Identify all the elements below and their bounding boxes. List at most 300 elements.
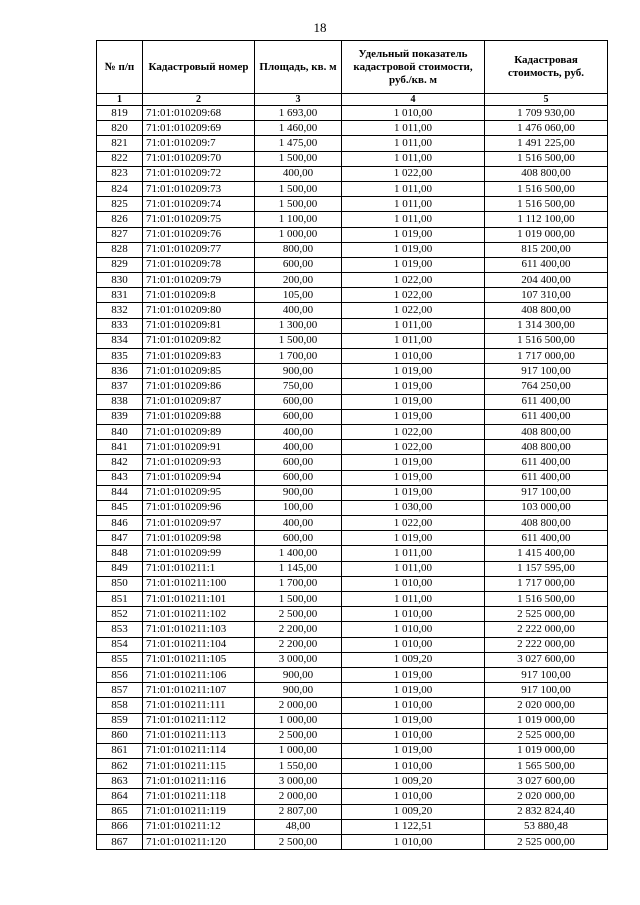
cadastral-number-cell: 71:01:010209:70: [143, 151, 255, 166]
header-specific-cost: Удельный показатель кадастровой стоимости, руб./кв. м: [342, 41, 485, 94]
row-number-cell: 846: [97, 516, 143, 531]
specific-cost-cell: 1 019,00: [342, 455, 485, 470]
specific-cost-cell: 1 019,00: [342, 242, 485, 257]
row-number-cell: 834: [97, 333, 143, 348]
cadastral-cost-cell: 1 516 500,00: [485, 592, 608, 607]
specific-cost-cell: 1 019,00: [342, 485, 485, 500]
table-header-row: [97, 41, 608, 94]
specific-cost-cell: 1 011,00: [342, 181, 485, 196]
table-row: [97, 759, 608, 774]
table-row: [97, 592, 608, 607]
cadastral-cost-cell: 764 250,00: [485, 379, 608, 394]
table-row: [97, 440, 608, 455]
area-cell: 1 000,00: [255, 743, 342, 758]
row-number-cell: 828: [97, 242, 143, 257]
cadastral-number-cell: 71:01:010209:8: [143, 288, 255, 303]
table-row: [97, 637, 608, 652]
specific-cost-cell: 1 022,00: [342, 273, 485, 288]
cadastral-cost-cell: 1 019 000,00: [485, 227, 608, 242]
cadastral-number-cell: 71:01:010211:100: [143, 576, 255, 591]
cadastral-number-cell: 71:01:010209:99: [143, 546, 255, 561]
cadastral-cost-cell: 1 717 000,00: [485, 349, 608, 364]
row-number-cell: 850: [97, 576, 143, 591]
cadastral-cost-cell: 2 525 000,00: [485, 607, 608, 622]
area-cell: 1 460,00: [255, 121, 342, 136]
cadastral-number-cell: 71:01:010209:73: [143, 181, 255, 196]
cadastral-cost-cell: 611 400,00: [485, 470, 608, 485]
cadastral-cost-cell: 2 222 000,00: [485, 622, 608, 637]
table-row: [97, 197, 608, 212]
area-cell: 400,00: [255, 166, 342, 181]
row-number-cell: 829: [97, 257, 143, 272]
table-row: [97, 546, 608, 561]
column-index: 2: [143, 94, 255, 106]
table-row: [97, 227, 608, 242]
row-number-cell: 854: [97, 637, 143, 652]
table-row: [97, 181, 608, 196]
area-cell: 900,00: [255, 364, 342, 379]
cadastral-number-cell: 71:01:010211:12: [143, 819, 255, 834]
row-number-cell: 848: [97, 546, 143, 561]
column-index: 1: [97, 94, 143, 106]
row-number-cell: 867: [97, 835, 143, 850]
cadastral-number-cell: 71:01:010209:87: [143, 394, 255, 409]
cadastral-cost-cell: 3 027 600,00: [485, 652, 608, 667]
cadastral-number-cell: 71:01:010209:68: [143, 106, 255, 121]
cadastral-cost-cell: 204 400,00: [485, 273, 608, 288]
cadastral-cost-cell: 53 880,48: [485, 819, 608, 834]
specific-cost-cell: 1 019,00: [342, 713, 485, 728]
cadastral-number-cell: 71:01:010209:72: [143, 166, 255, 181]
specific-cost-cell: 1 011,00: [342, 197, 485, 212]
specific-cost-cell: 1 011,00: [342, 121, 485, 136]
table-column-index-row: [97, 94, 608, 106]
cadastral-cost-cell: 1 717 000,00: [485, 576, 608, 591]
cadastral-number-cell: 71:01:010211:107: [143, 683, 255, 698]
table-row: [97, 683, 608, 698]
cadastral-number-cell: 71:01:010209:7: [143, 136, 255, 151]
cadastral-cost-cell: 917 100,00: [485, 364, 608, 379]
cadastral-cost-cell: 1 314 300,00: [485, 318, 608, 333]
cadastral-cost-cell: 611 400,00: [485, 531, 608, 546]
table-row: [97, 789, 608, 804]
specific-cost-cell: 1 011,00: [342, 592, 485, 607]
area-cell: 400,00: [255, 303, 342, 318]
cadastral-number-cell: 71:01:010211:120: [143, 835, 255, 850]
cadastral-cost-cell: 1 709 930,00: [485, 106, 608, 121]
specific-cost-cell: 1 022,00: [342, 166, 485, 181]
cadastral-cost-cell: 1 415 400,00: [485, 546, 608, 561]
specific-cost-cell: 1 019,00: [342, 227, 485, 242]
table-row: [97, 667, 608, 682]
cadastral-number-cell: 71:01:010209:74: [143, 197, 255, 212]
row-number-cell: 865: [97, 804, 143, 819]
area-cell: 1 700,00: [255, 349, 342, 364]
specific-cost-cell: 1 011,00: [342, 561, 485, 576]
specific-cost-cell: 1 019,00: [342, 257, 485, 272]
cadastral-cost-cell: 408 800,00: [485, 303, 608, 318]
cadastral-number-cell: 71:01:010209:96: [143, 500, 255, 515]
specific-cost-cell: 1 019,00: [342, 683, 485, 698]
row-number-cell: 820: [97, 121, 143, 136]
area-cell: 2 500,00: [255, 835, 342, 850]
area-cell: 400,00: [255, 440, 342, 455]
area-cell: 900,00: [255, 683, 342, 698]
table-row: [97, 576, 608, 591]
area-cell: 600,00: [255, 531, 342, 546]
cadastral-cost-cell: 1 516 500,00: [485, 151, 608, 166]
area-cell: 1 300,00: [255, 318, 342, 333]
cadastral-cost-cell: 1 491 225,00: [485, 136, 608, 151]
specific-cost-cell: 1 011,00: [342, 333, 485, 348]
cadastral-cost-cell: 1 516 500,00: [485, 181, 608, 196]
row-number-cell: 840: [97, 424, 143, 439]
specific-cost-cell: 1 011,00: [342, 546, 485, 561]
area-cell: 48,00: [255, 819, 342, 834]
cadastral-cost-cell: 1 019 000,00: [485, 713, 608, 728]
row-number-cell: 855: [97, 652, 143, 667]
page-number: 18: [313, 20, 327, 35]
table-row: [97, 698, 608, 713]
area-cell: 750,00: [255, 379, 342, 394]
row-number-cell: 841: [97, 440, 143, 455]
area-cell: 1 500,00: [255, 181, 342, 196]
cadastral-number-cell: 71:01:010211:111: [143, 698, 255, 713]
row-number-cell: 847: [97, 531, 143, 546]
area-cell: 1 700,00: [255, 576, 342, 591]
area-cell: 600,00: [255, 455, 342, 470]
area-cell: 1 500,00: [255, 197, 342, 212]
table-row: [97, 106, 608, 121]
area-cell: 1 100,00: [255, 212, 342, 227]
cadastral-cost-cell: 1 476 060,00: [485, 121, 608, 136]
cadastral-number-cell: 71:01:010211:116: [143, 774, 255, 789]
specific-cost-cell: 1 010,00: [342, 576, 485, 591]
specific-cost-cell: 1 019,00: [342, 667, 485, 682]
table-row: [97, 424, 608, 439]
area-cell: 800,00: [255, 242, 342, 257]
cadastral-cost-cell: 408 800,00: [485, 424, 608, 439]
cadastral-cost-cell: 1 019 000,00: [485, 743, 608, 758]
area-cell: 1 550,00: [255, 759, 342, 774]
table-row: [97, 394, 608, 409]
cadastral-number-cell: 71:01:010209:86: [143, 379, 255, 394]
specific-cost-cell: 1 010,00: [342, 759, 485, 774]
area-cell: 1 475,00: [255, 136, 342, 151]
row-number-cell: 830: [97, 273, 143, 288]
specific-cost-cell: 1 009,20: [342, 774, 485, 789]
cadastral-number-cell: 71:01:010209:77: [143, 242, 255, 257]
cadastral-number-cell: 71:01:010211:112: [143, 713, 255, 728]
table-row: [97, 743, 608, 758]
cadastral-cost-cell: 1 565 500,00: [485, 759, 608, 774]
cadastral-number-cell: 71:01:010209:75: [143, 212, 255, 227]
table-row: [97, 409, 608, 424]
row-number-cell: 822: [97, 151, 143, 166]
table-row: [97, 318, 608, 333]
cadastral-number-cell: 71:01:010209:80: [143, 303, 255, 318]
row-number-cell: 866: [97, 819, 143, 834]
cadastral-number-cell: 71:01:010211:118: [143, 789, 255, 804]
cadastral-number-cell: 71:01:010211:105: [143, 652, 255, 667]
table-row: [97, 257, 608, 272]
area-cell: 900,00: [255, 667, 342, 682]
cadastral-number-cell: 71:01:010211:101: [143, 592, 255, 607]
cadastral-cost-cell: 917 100,00: [485, 667, 608, 682]
cadastral-number-cell: 71:01:010209:89: [143, 424, 255, 439]
cadastral-number-cell: 71:01:010211:113: [143, 728, 255, 743]
row-number-cell: 833: [97, 318, 143, 333]
cadastral-cost-cell: 2 525 000,00: [485, 835, 608, 850]
cadastral-number-cell: 71:01:010211:104: [143, 637, 255, 652]
specific-cost-cell: 1 022,00: [342, 303, 485, 318]
specific-cost-cell: 1 009,20: [342, 804, 485, 819]
table-row: [97, 470, 608, 485]
cadastral-cost-cell: 815 200,00: [485, 242, 608, 257]
cadastral-number-cell: 71:01:010209:88: [143, 409, 255, 424]
cadastral-cost-cell: 611 400,00: [485, 455, 608, 470]
table-row: [97, 242, 608, 257]
area-cell: 1 500,00: [255, 151, 342, 166]
row-number-cell: 849: [97, 561, 143, 576]
row-number-cell: 836: [97, 364, 143, 379]
specific-cost-cell: 1 022,00: [342, 516, 485, 531]
cadastral-cost-cell: 2 525 000,00: [485, 728, 608, 743]
cadastral-value-table: [96, 40, 608, 850]
row-number-cell: 823: [97, 166, 143, 181]
row-number-cell: 858: [97, 698, 143, 713]
cadastral-cost-cell: 2 222 000,00: [485, 637, 608, 652]
table-row: [97, 531, 608, 546]
table-row: [97, 652, 608, 667]
table-row: [97, 166, 608, 181]
row-number-cell: 842: [97, 455, 143, 470]
specific-cost-cell: 1 019,00: [342, 531, 485, 546]
table-row: [97, 516, 608, 531]
table-row: [97, 288, 608, 303]
area-cell: 1 400,00: [255, 546, 342, 561]
table-row: [97, 774, 608, 789]
cadastral-number-cell: 71:01:010209:91: [143, 440, 255, 455]
specific-cost-cell: 1 030,00: [342, 500, 485, 515]
cadastral-number-cell: 71:01:010209:93: [143, 455, 255, 470]
row-number-cell: 832: [97, 303, 143, 318]
area-cell: 100,00: [255, 500, 342, 515]
column-index: 3: [255, 94, 342, 106]
row-number-cell: 863: [97, 774, 143, 789]
table-row: [97, 622, 608, 637]
specific-cost-cell: 1 011,00: [342, 151, 485, 166]
table-row: [97, 151, 608, 166]
cadastral-number-cell: 71:01:010209:76: [143, 227, 255, 242]
specific-cost-cell: 1 010,00: [342, 728, 485, 743]
table-row: [97, 819, 608, 834]
row-number-cell: 837: [97, 379, 143, 394]
cadastral-cost-cell: 1 516 500,00: [485, 333, 608, 348]
table-row: [97, 349, 608, 364]
cadastral-number-cell: 71:01:010211:102: [143, 607, 255, 622]
row-number-cell: 821: [97, 136, 143, 151]
specific-cost-cell: 1 019,00: [342, 409, 485, 424]
row-number-cell: 825: [97, 197, 143, 212]
area-cell: 600,00: [255, 409, 342, 424]
table-row: [97, 728, 608, 743]
table-row: [97, 835, 608, 850]
area-cell: 2 500,00: [255, 728, 342, 743]
cadastral-cost-cell: 1 157 595,00: [485, 561, 608, 576]
area-cell: 2 200,00: [255, 637, 342, 652]
specific-cost-cell: 1 010,00: [342, 607, 485, 622]
table-row: [97, 136, 608, 151]
specific-cost-cell: 1 011,00: [342, 212, 485, 227]
cadastral-cost-cell: 1 516 500,00: [485, 197, 608, 212]
row-number-cell: 860: [97, 728, 143, 743]
area-cell: 2 500,00: [255, 607, 342, 622]
area-cell: 900,00: [255, 485, 342, 500]
header-cadastral-cost: Кадастровая стоимость, руб.: [485, 41, 608, 94]
specific-cost-cell: 1 019,00: [342, 379, 485, 394]
row-number-cell: 819: [97, 106, 143, 121]
row-number-cell: 857: [97, 683, 143, 698]
header-row-number: № п/п: [97, 41, 143, 94]
row-number-cell: 845: [97, 500, 143, 515]
cadastral-cost-cell: 917 100,00: [485, 683, 608, 698]
cadastral-number-cell: 71:01:010211:115: [143, 759, 255, 774]
row-number-cell: 838: [97, 394, 143, 409]
area-cell: 105,00: [255, 288, 342, 303]
cadastral-cost-cell: 611 400,00: [485, 257, 608, 272]
specific-cost-cell: 1 009,20: [342, 652, 485, 667]
area-cell: 1 000,00: [255, 713, 342, 728]
row-number-cell: 859: [97, 713, 143, 728]
area-cell: 1 500,00: [255, 333, 342, 348]
table-body: [97, 106, 608, 850]
table-row: [97, 379, 608, 394]
cadastral-number-cell: 71:01:010209:85: [143, 364, 255, 379]
area-cell: 2 000,00: [255, 698, 342, 713]
specific-cost-cell: 1 010,00: [342, 698, 485, 713]
cadastral-number-cell: 71:01:010211:103: [143, 622, 255, 637]
cadastral-number-cell: 71:01:010211:114: [143, 743, 255, 758]
table-row: [97, 500, 608, 515]
column-index: 5: [485, 94, 608, 106]
area-cell: 1 500,00: [255, 592, 342, 607]
cadastral-number-cell: 71:01:010211:1: [143, 561, 255, 576]
specific-cost-cell: 1 011,00: [342, 136, 485, 151]
cadastral-number-cell: 71:01:010209:94: [143, 470, 255, 485]
cadastral-cost-cell: 408 800,00: [485, 166, 608, 181]
cadastral-cost-cell: 2 020 000,00: [485, 698, 608, 713]
area-cell: 600,00: [255, 470, 342, 485]
row-number-cell: 831: [97, 288, 143, 303]
row-number-cell: 844: [97, 485, 143, 500]
cadastral-number-cell: 71:01:010209:98: [143, 531, 255, 546]
cadastral-cost-cell: 103 000,00: [485, 500, 608, 515]
column-index: 4: [342, 94, 485, 106]
specific-cost-cell: 1 010,00: [342, 106, 485, 121]
cadastral-number-cell: 71:01:010209:79: [143, 273, 255, 288]
cadastral-number-cell: 71:01:010211:106: [143, 667, 255, 682]
specific-cost-cell: 1 010,00: [342, 349, 485, 364]
specific-cost-cell: 1 011,00: [342, 318, 485, 333]
table-row: [97, 333, 608, 348]
table-row: [97, 303, 608, 318]
area-cell: 3 000,00: [255, 774, 342, 789]
specific-cost-cell: 1 010,00: [342, 637, 485, 652]
row-number-cell: 851: [97, 592, 143, 607]
table-row: [97, 364, 608, 379]
specific-cost-cell: 1 122,51: [342, 819, 485, 834]
area-cell: 2 807,00: [255, 804, 342, 819]
area-cell: 2 000,00: [255, 789, 342, 804]
row-number-cell: 839: [97, 409, 143, 424]
area-cell: 1 693,00: [255, 106, 342, 121]
specific-cost-cell: 1 019,00: [342, 743, 485, 758]
row-number-cell: 843: [97, 470, 143, 485]
specific-cost-cell: 1 019,00: [342, 470, 485, 485]
cadastral-number-cell: 71:01:010209:83: [143, 349, 255, 364]
cadastral-number-cell: 71:01:010209:81: [143, 318, 255, 333]
area-cell: 400,00: [255, 516, 342, 531]
row-number-cell: 827: [97, 227, 143, 242]
row-number-cell: 826: [97, 212, 143, 227]
row-number-cell: 824: [97, 181, 143, 196]
area-cell: 2 200,00: [255, 622, 342, 637]
specific-cost-cell: 1 019,00: [342, 394, 485, 409]
row-number-cell: 861: [97, 743, 143, 758]
table-row: [97, 455, 608, 470]
header-cadastral-number: Кадастровый номер: [143, 41, 255, 94]
cadastral-number-cell: 71:01:010209:78: [143, 257, 255, 272]
specific-cost-cell: 1 022,00: [342, 440, 485, 455]
area-cell: 400,00: [255, 424, 342, 439]
area-cell: 3 000,00: [255, 652, 342, 667]
row-number-cell: 852: [97, 607, 143, 622]
area-cell: 200,00: [255, 273, 342, 288]
cadastral-cost-cell: 611 400,00: [485, 409, 608, 424]
cadastral-number-cell: 71:01:010209:69: [143, 121, 255, 136]
specific-cost-cell: 1 019,00: [342, 364, 485, 379]
table-row: [97, 273, 608, 288]
table-row: [97, 485, 608, 500]
cadastral-cost-cell: 1 112 100,00: [485, 212, 608, 227]
table-row: [97, 561, 608, 576]
cadastral-cost-cell: 2 832 824,40: [485, 804, 608, 819]
cadastral-cost-cell: 3 027 600,00: [485, 774, 608, 789]
cadastral-cost-cell: 107 310,00: [485, 288, 608, 303]
cadastral-cost-cell: 408 800,00: [485, 516, 608, 531]
area-cell: 1 145,00: [255, 561, 342, 576]
specific-cost-cell: 1 010,00: [342, 835, 485, 850]
specific-cost-cell: 1 010,00: [342, 789, 485, 804]
area-cell: 600,00: [255, 257, 342, 272]
table-row: [97, 804, 608, 819]
row-number-cell: 864: [97, 789, 143, 804]
cadastral-number-cell: 71:01:010209:82: [143, 333, 255, 348]
cadastral-cost-cell: 2 020 000,00: [485, 789, 608, 804]
cadastral-number-cell: 71:01:010211:119: [143, 804, 255, 819]
cadastral-number-cell: 71:01:010209:97: [143, 516, 255, 531]
specific-cost-cell: 1 022,00: [342, 288, 485, 303]
specific-cost-cell: 1 010,00: [342, 622, 485, 637]
cadastral-cost-cell: 917 100,00: [485, 485, 608, 500]
row-number-cell: 862: [97, 759, 143, 774]
header-area: Площадь, кв. м: [255, 41, 342, 94]
row-number-cell: 856: [97, 667, 143, 682]
area-cell: 600,00: [255, 394, 342, 409]
specific-cost-cell: 1 022,00: [342, 424, 485, 439]
area-cell: 1 000,00: [255, 227, 342, 242]
